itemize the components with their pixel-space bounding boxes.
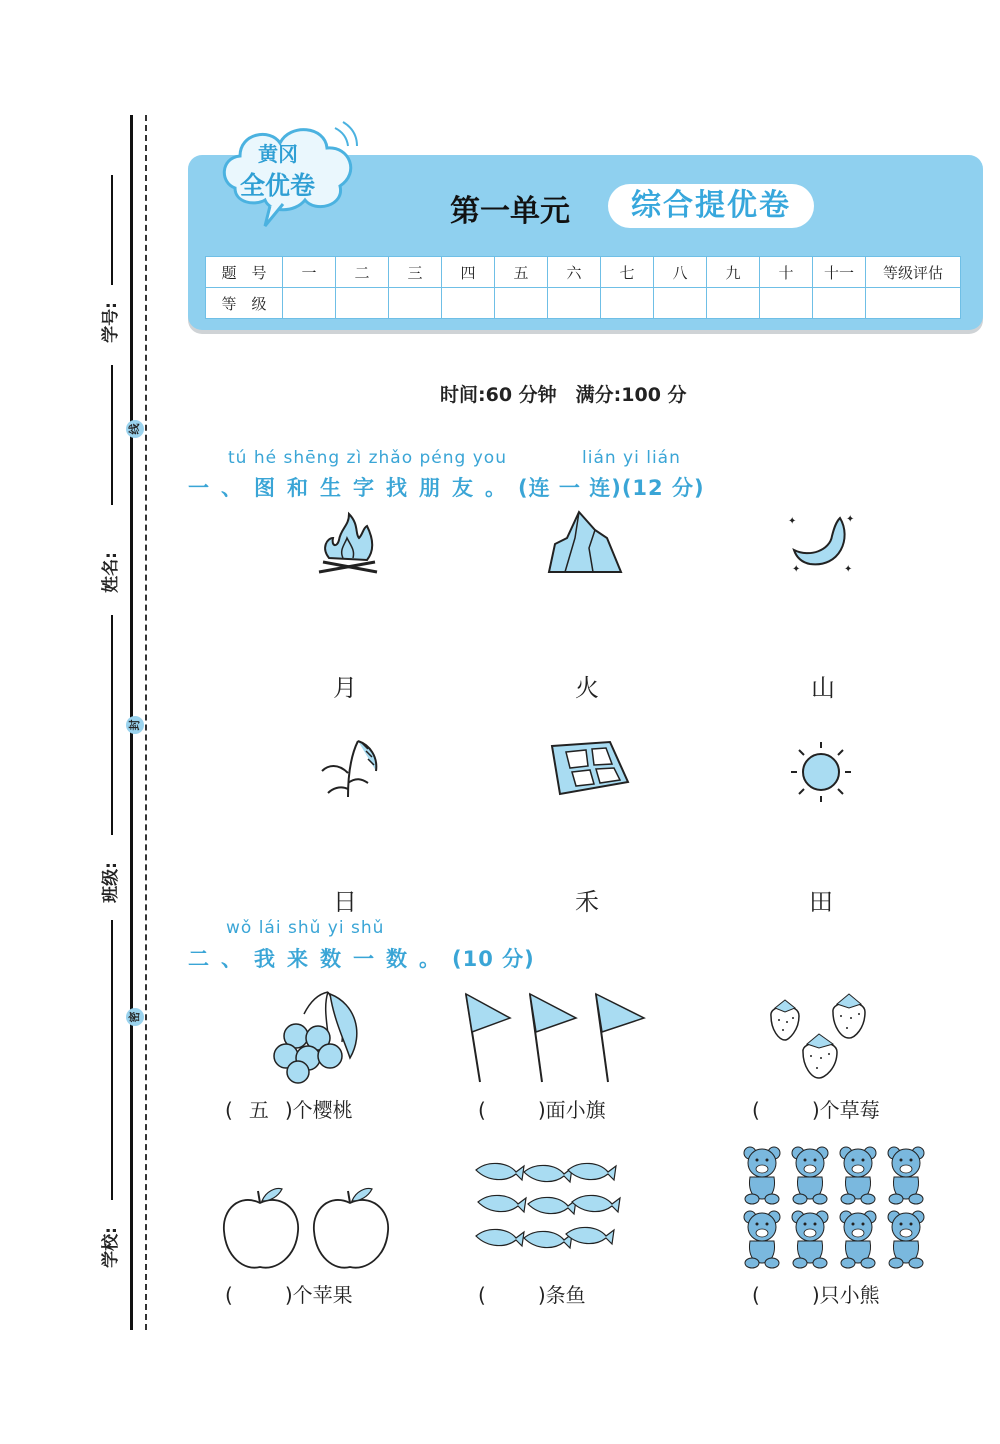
binding-dashed-line [145, 115, 147, 1330]
q1-char-2[interactable]: 火 [575, 674, 599, 702]
q2-item-fish-open: ( [478, 1283, 486, 1307]
grade-cell[interactable] [707, 288, 760, 319]
q2-item-cherries [225, 1094, 353, 1123]
q2-item-strawberries-close: ) [811, 1098, 820, 1122]
field-icon [542, 738, 630, 798]
q2-item-fish [478, 1279, 586, 1308]
seal-mi-mark: 密 [126, 1008, 144, 1026]
q2-item-flags-open: ( [478, 1098, 486, 1122]
q2-item-strawberries-label: 个草莓 [819, 1098, 880, 1122]
grade-col-2: 二 [336, 257, 389, 288]
grade-table-row1-label: 题 号 [206, 257, 283, 288]
grade-col-10: 十 [760, 257, 813, 288]
grade-cell[interactable] [336, 288, 389, 319]
q1-score: (12 分) [621, 476, 705, 500]
q2-item-apples [225, 1279, 353, 1308]
q2-item-flags-close: ) [537, 1098, 546, 1122]
q2-item-strawberries [752, 1094, 880, 1123]
grade-col-9: 九 [707, 257, 760, 288]
seal-line-mark: 线 [126, 420, 144, 438]
logo-line1: 黄冈 [258, 142, 298, 166]
q1-pinyin-title: tú hé shēng zì zhǎo péng you [228, 448, 507, 468]
q1-char-3[interactable]: 山 [811, 674, 835, 702]
student-id-rule [111, 175, 113, 285]
q2-title-text: 二、我来数一数。 [188, 947, 452, 971]
grade-table-row2-label: 等 级 [206, 288, 283, 319]
q2-pinyin: wǒ lái shǔ yi shǔ [226, 918, 385, 938]
q2-item-cherries-close: ) [284, 1098, 293, 1122]
grade-cell[interactable] [813, 288, 866, 319]
q1-char-6[interactable]: 田 [809, 888, 833, 916]
q2-item-flags [478, 1094, 606, 1123]
q2-item-cherries-open: ( [225, 1098, 233, 1122]
name-rule [111, 615, 113, 835]
grade-table [205, 256, 961, 319]
class-label: 班级: [100, 862, 121, 903]
svg-text:✦: ✦ [788, 516, 797, 527]
grade-col-7: 七 [601, 257, 654, 288]
q2-title [188, 943, 535, 973]
grade-col-4: 四 [442, 257, 495, 288]
fire-icon [315, 508, 381, 578]
q2-item-bears-open: ( [752, 1283, 760, 1307]
q2-item-apples-label: 个苹果 [292, 1283, 353, 1307]
bears-icon [742, 1143, 932, 1273]
q1-char-1[interactable]: 月 [333, 674, 357, 702]
exam-title: 综合提优卷 [608, 184, 814, 228]
fish-icon [472, 1158, 622, 1258]
exam-info: 时间:60 分钟 满分:100 分 [440, 384, 687, 406]
grade-cell[interactable] [866, 288, 961, 319]
logo-line2: 全优卷 [240, 171, 316, 200]
q2-score: (10 分) [452, 947, 535, 971]
rice-plant-icon [318, 733, 384, 799]
mountain-icon [545, 508, 625, 576]
strawberries-icon [765, 990, 875, 1086]
class-rule [111, 920, 113, 1200]
cherries-icon [268, 984, 368, 1084]
grade-cell[interactable] [442, 288, 495, 319]
sun-icon [785, 738, 857, 806]
q2-item-fish-label: 条鱼 [545, 1283, 586, 1307]
q2-item-strawberries-open: ( [752, 1098, 760, 1122]
moon-icon [782, 512, 856, 576]
student-id-label: 学号: [100, 302, 121, 343]
grade-col-6: 六 [548, 257, 601, 288]
grade-col-5: 五 [495, 257, 548, 288]
school-label: 学校: [100, 1227, 121, 1268]
grade-col-11: 十一 [813, 257, 866, 288]
svg-text:✦: ✦ [846, 514, 855, 525]
name-rule-top [111, 365, 113, 505]
q2-item-apples-close: ) [284, 1283, 293, 1307]
grade-col-1: 一 [283, 257, 336, 288]
q1-char-5[interactable]: 禾 [575, 888, 599, 916]
svg-text:✦: ✦ [792, 564, 801, 575]
name-label: 姓名: [100, 552, 121, 593]
q2-item-cherries-label: 个樱桃 [292, 1098, 353, 1122]
q2-item-flags-label: 面小旗 [545, 1098, 606, 1122]
grade-cell[interactable] [495, 288, 548, 319]
grade-col-3: 三 [389, 257, 442, 288]
flags-icon [460, 988, 650, 1084]
grade-cell[interactable] [654, 288, 707, 319]
q1-char-4[interactable]: 日 [333, 888, 357, 916]
q2-item-apples-open: ( [225, 1283, 233, 1307]
q2-answer-cherries[interactable]: 五 [248, 1098, 269, 1122]
q1-pinyin-instruction: lián yi lián [582, 448, 681, 468]
grade-cell[interactable] [548, 288, 601, 319]
unit-title: 第一单元 [450, 194, 570, 229]
grade-col-8: 八 [654, 257, 707, 288]
grade-col-evaluation: 等级评估 [866, 257, 961, 288]
q1-title [188, 472, 705, 502]
q2-item-fish-close: ) [537, 1283, 546, 1307]
q1-title-text: 一、图和生字找朋友。 [188, 476, 518, 500]
q2-item-bears-close: ) [811, 1283, 820, 1307]
q2-item-bears [752, 1279, 880, 1308]
q1-instruction: (连 一 连) [518, 476, 622, 500]
svg-text:✦: ✦ [844, 564, 853, 575]
grade-cell[interactable] [760, 288, 813, 319]
grade-cell[interactable] [601, 288, 654, 319]
q2-item-bears-label: 只小熊 [819, 1283, 880, 1307]
seal-feng-mark: 封 [126, 716, 144, 734]
grade-cell[interactable] [389, 288, 442, 319]
apples-icon [220, 1183, 395, 1273]
grade-cell[interactable] [283, 288, 336, 319]
